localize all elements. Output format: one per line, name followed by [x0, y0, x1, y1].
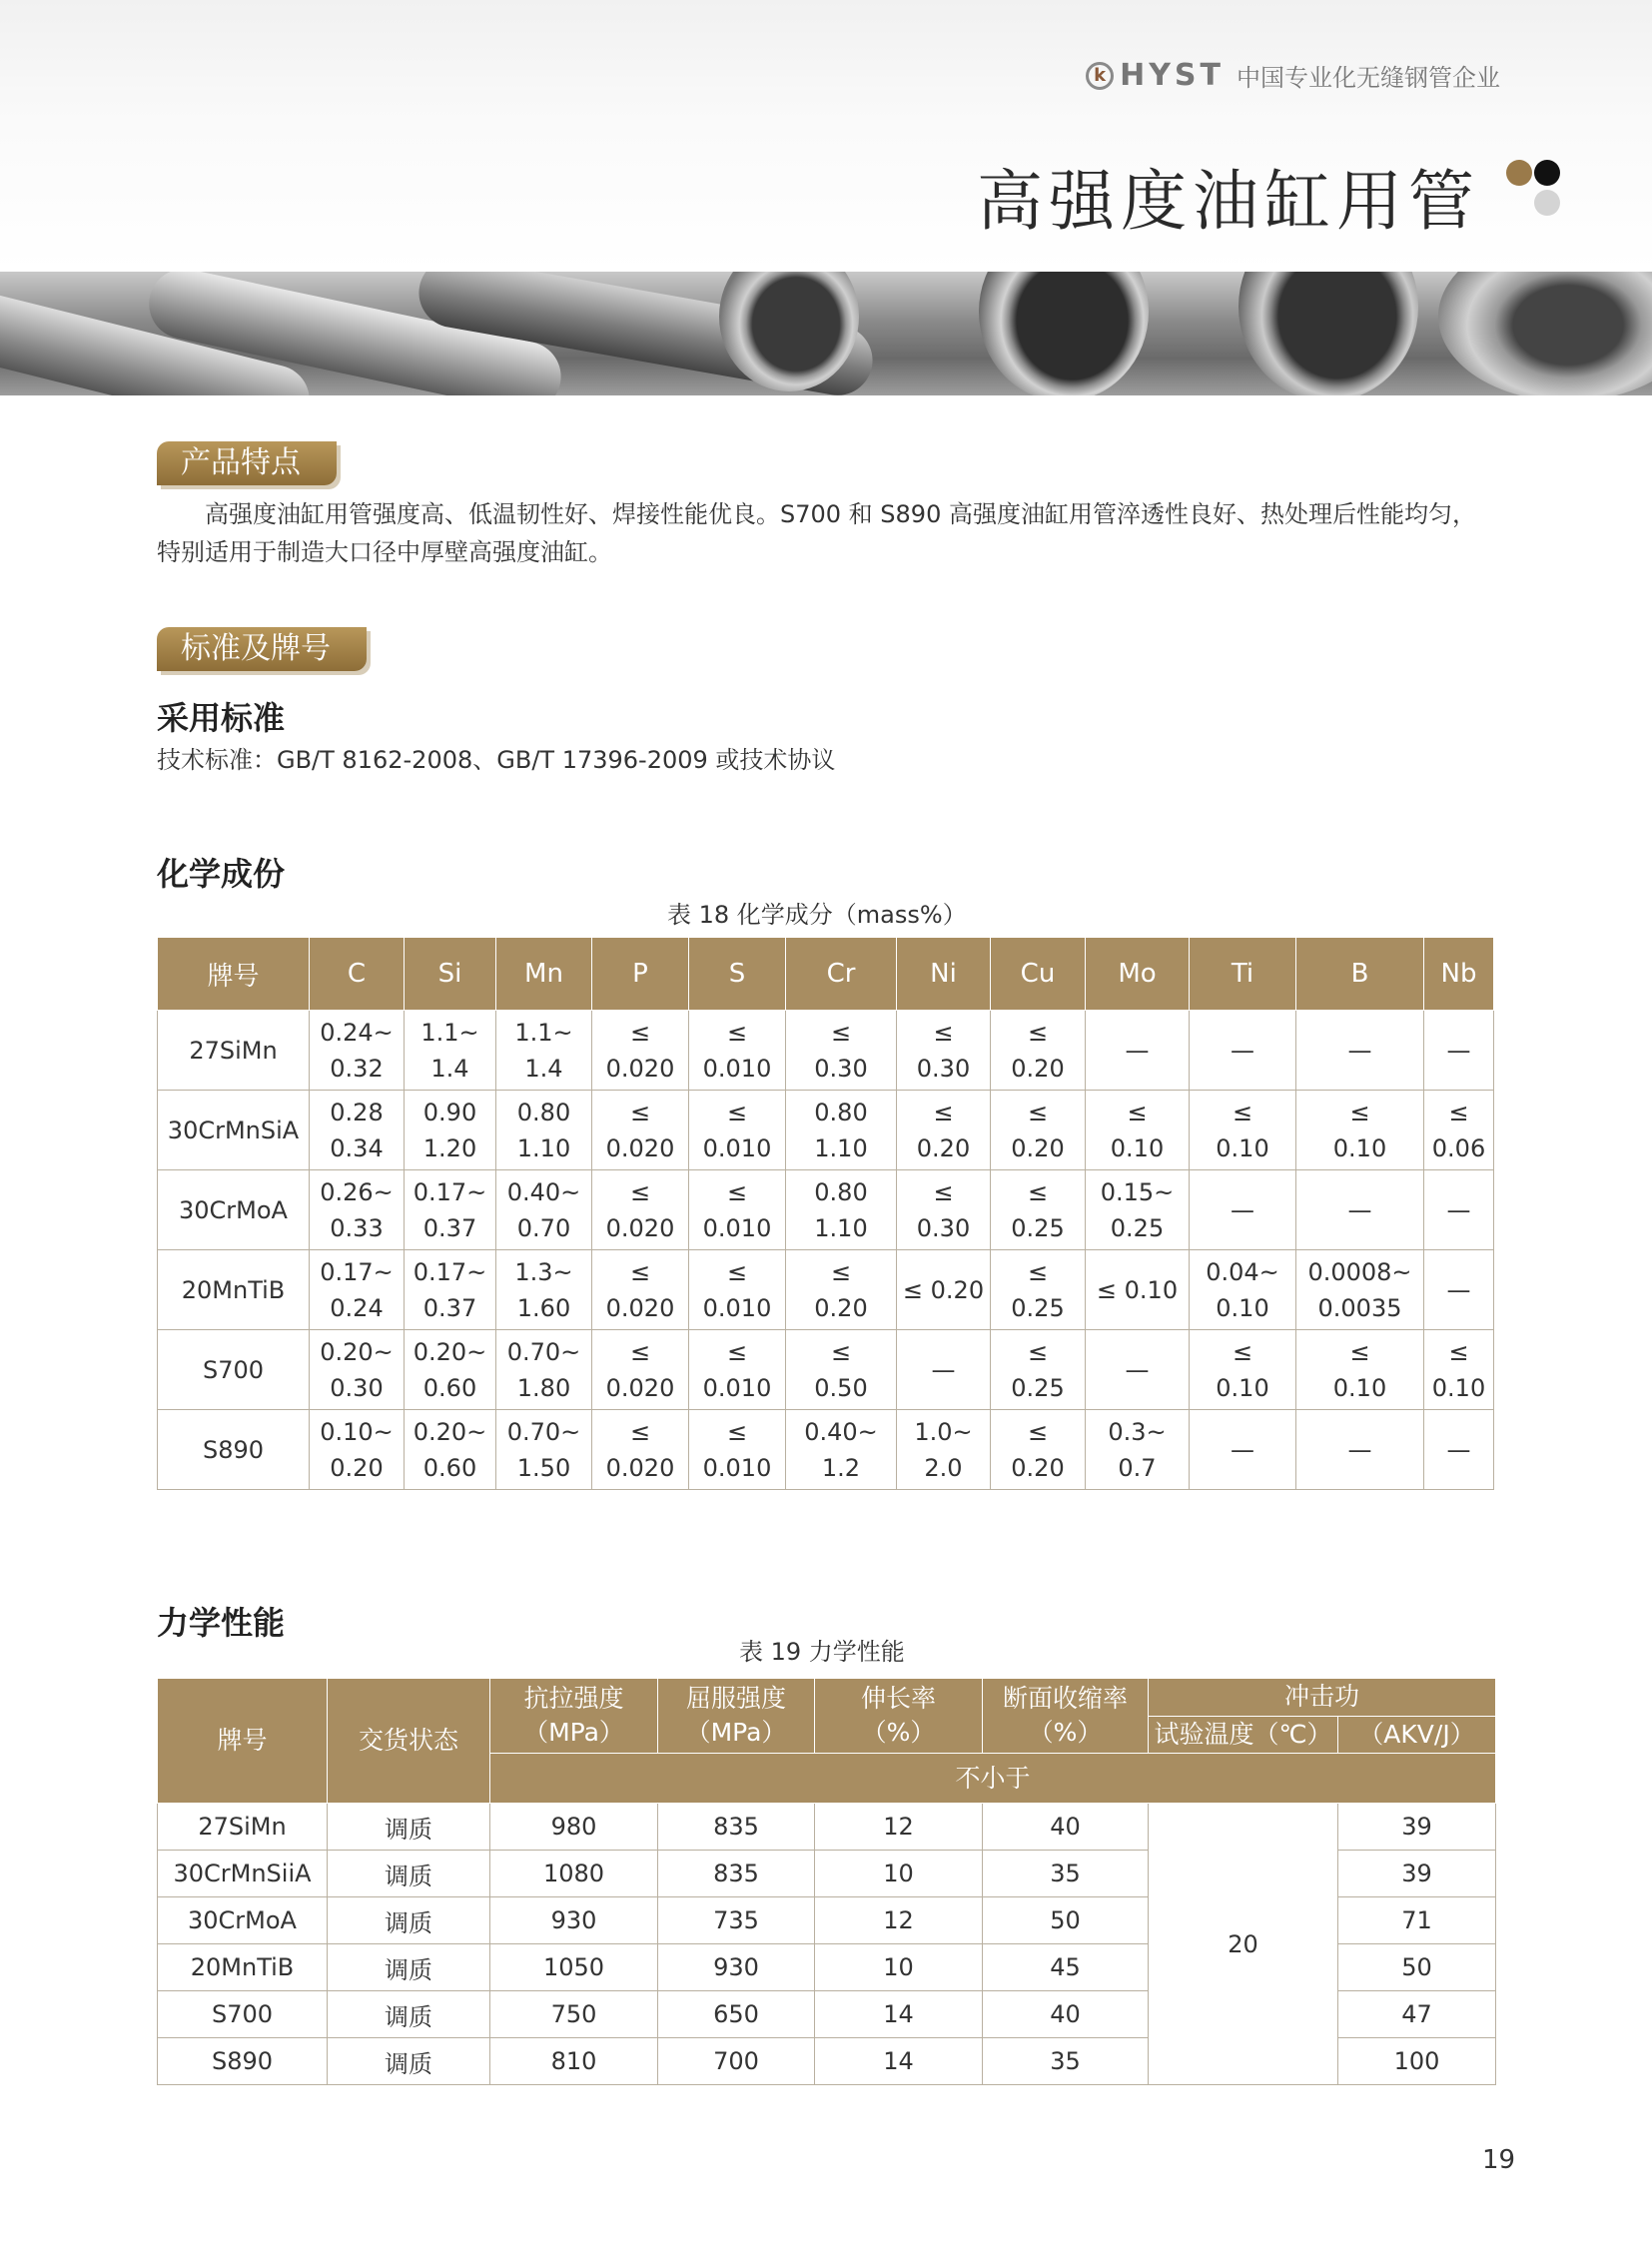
chem-value-cell: ≤ 0.010: [689, 1011, 786, 1091]
chem-value-cell: ≤ 0.020: [592, 1410, 689, 1490]
chem-value-cell: ≤ 0.25: [991, 1250, 1086, 1330]
chem-value-cell: —: [1424, 1250, 1494, 1330]
chem-value-cell: ≤ 0.010: [689, 1330, 786, 1410]
features-section-tag: 产品特点: [157, 441, 337, 485]
page-number: 19: [1482, 2145, 1516, 2175]
mech-value-cell: 835: [658, 1804, 815, 1851]
mech-akv-cell: 47: [1338, 1991, 1496, 2038]
chem-value-cell: —: [1086, 1330, 1190, 1410]
chem-value-cell: 1.3~ 1.60: [496, 1250, 592, 1330]
mech-value-cell: 10: [815, 1944, 983, 1991]
mech-value-cell: 1080: [490, 1851, 658, 1897]
chem-value-cell: —: [1190, 1410, 1296, 1490]
chem-value-cell: ≤ 0.020: [592, 1170, 689, 1250]
chem-value-cell: ≤ 0.020: [592, 1250, 689, 1330]
chem-value-cell: ≤ 0.06: [1424, 1091, 1494, 1170]
chem-value-cell: —: [1424, 1011, 1494, 1091]
mech-value-cell: 750: [490, 1991, 658, 2038]
mech-value-cell: 35: [983, 2038, 1149, 2085]
chem-table-row: [158, 1330, 1494, 1410]
chem-value-cell: —: [1190, 1170, 1296, 1250]
chem-value-cell: 0.24~ 0.32: [310, 1011, 405, 1091]
standards-heading: 采用标准: [157, 699, 286, 737]
mech-header-not-less-than: 不小于: [490, 1754, 1496, 1804]
chem-value-cell: 0.90 1.20: [405, 1091, 496, 1170]
mech-value-cell: 调质: [328, 1991, 490, 2038]
chem-value-cell: ≤ 0.20: [897, 1091, 991, 1170]
chem-value-cell: 0.04~ 0.10: [1190, 1250, 1296, 1330]
chem-header-cell: S: [689, 938, 786, 1011]
chem-grade-cell: S700: [158, 1330, 310, 1410]
chem-grade-cell: 27SiMn: [158, 1011, 310, 1091]
mech-value-cell: 50: [983, 1897, 1149, 1944]
chem-header-cell: P: [592, 938, 689, 1011]
mech-akv-cell: 50: [1338, 1944, 1496, 1991]
chem-value-cell: ≤ 0.020: [592, 1091, 689, 1170]
chem-value-cell: —: [897, 1330, 991, 1410]
chem-value-cell: ≤ 0.20: [786, 1250, 897, 1330]
chem-value-cell: 0.17~ 0.37: [405, 1250, 496, 1330]
chem-value-cell: 0.70~ 1.80: [496, 1330, 592, 1410]
mech-value-cell: 调质: [328, 1851, 490, 1897]
chem-value-cell: ≤ 0.25: [991, 1170, 1086, 1250]
chem-value-cell: 0.20~ 0.60: [405, 1330, 496, 1410]
chem-value-cell: 0.80 1.10: [786, 1091, 897, 1170]
mech-value-cell: 650: [658, 1991, 815, 2038]
mech-value-cell: 980: [490, 1804, 658, 1851]
mech-grade-cell: 20MnTiB: [158, 1944, 328, 1991]
mechanical-properties-table: [157, 1678, 1496, 2085]
chem-value-cell: ≤ 0.50: [786, 1330, 897, 1410]
standards-section-tag: 标准及牌号: [157, 627, 367, 671]
chem-value-cell: ≤ 0.10: [1190, 1091, 1296, 1170]
company-tagline: 中国专业化无缝钢管企业: [1237, 64, 1500, 92]
chem-header-cell: Ni: [897, 938, 991, 1011]
mech-header-impact: 冲击功: [1149, 1679, 1496, 1717]
mech-value-cell: 810: [490, 2038, 658, 2085]
page-title: 高强度油缸用管: [977, 163, 1480, 240]
mech-value-cell: 35: [983, 1851, 1149, 1897]
mech-value-cell: 14: [815, 2038, 983, 2085]
mech-header-elongation: 伸长率 （%）: [815, 1679, 983, 1754]
mech-heading: 力学性能: [157, 1604, 286, 1642]
standards-text: 技术标准：GB/T 8162-2008、GB/T 17396-2009 或技术协议: [157, 746, 836, 774]
mech-value-cell: 700: [658, 2038, 815, 2085]
chem-grade-cell: 20MnTiB: [158, 1250, 310, 1330]
chem-grade-cell: 30CrMoA: [158, 1170, 310, 1250]
chem-value-cell: —: [1086, 1011, 1190, 1091]
chem-table-row: [158, 1410, 1494, 1490]
steel-pipes-banner: [0, 272, 1652, 395]
chem-value-cell: 0.3~ 0.7: [1086, 1410, 1190, 1490]
features-paragraph: 高强度油缸用管强度高、低温韧性好、焊接性能优良。S700 和 S890 高强度油缸用管淬透性良好、热处理后性能均匀，特别适用于制造大口径中厚壁高强度油缸。: [157, 500, 1476, 566]
chem-value-cell: ≤ 0.20: [897, 1250, 991, 1330]
chem-header-cell: Mn: [496, 938, 592, 1011]
chem-value-cell: 0.40~ 1.2: [786, 1410, 897, 1490]
mech-grade-cell: 27SiMn: [158, 1804, 328, 1851]
mech-value-cell: 930: [658, 1944, 815, 1991]
mech-value-cell: 45: [983, 1944, 1149, 1991]
mech-value-cell: 835: [658, 1851, 815, 1897]
mech-value-cell: 930: [490, 1897, 658, 1944]
chem-value-cell: 0.17~ 0.37: [405, 1170, 496, 1250]
chem-value-cell: ≤ 0.10: [1296, 1330, 1424, 1410]
chem-header-cell: Si: [405, 938, 496, 1011]
chem-value-cell: ≤ 0.20: [991, 1091, 1086, 1170]
mech-value-cell: 12: [815, 1804, 983, 1851]
chem-value-cell: ≤ 0.10: [1086, 1091, 1190, 1170]
mech-value-cell: 调质: [328, 2038, 490, 2085]
chem-table-row: [158, 1170, 1494, 1250]
mech-value-cell: 14: [815, 1991, 983, 2038]
mech-value-cell: 调质: [328, 1944, 490, 1991]
mech-header-reduction: 断面收缩率 （%）: [983, 1679, 1149, 1754]
chem-value-cell: —: [1296, 1011, 1424, 1091]
chem-header-cell: Mo: [1086, 938, 1190, 1011]
chem-table-row: [158, 1250, 1494, 1330]
mech-header-test-temp: 试验温度（℃）: [1149, 1716, 1338, 1754]
chem-heading: 化学成份: [157, 855, 286, 893]
chem-value-cell: —: [1424, 1170, 1494, 1250]
chem-value-cell: ≤ 0.30: [897, 1170, 991, 1250]
chem-table-caption: 表 18 化学成分（mass%）: [667, 901, 967, 929]
chem-value-cell: 0.26~ 0.33: [310, 1170, 405, 1250]
mech-value-cell: 调质: [328, 1897, 490, 1944]
mech-value-cell: 735: [658, 1897, 815, 1944]
chem-table-row: [158, 1011, 1494, 1091]
brand-header: [1086, 58, 1500, 93]
chem-value-cell: 0.15~ 0.25: [1086, 1170, 1190, 1250]
mech-header-akv: （AKV/J）: [1338, 1716, 1496, 1754]
mech-grade-cell: 30CrMnSiiA: [158, 1851, 328, 1897]
mech-table-caption: 表 19 力学性能: [739, 1638, 905, 1666]
chem-value-cell: ≤ 0.10: [1190, 1330, 1296, 1410]
chem-value-cell: 0.10~ 0.20: [310, 1410, 405, 1490]
chem-value-cell: ≤ 0.20: [991, 1011, 1086, 1091]
chem-value-cell: 0.80 1.10: [496, 1091, 592, 1170]
chem-value-cell: 0.0008~ 0.0035: [1296, 1250, 1424, 1330]
mech-header-yield: 屈服强度 （MPa）: [658, 1679, 815, 1754]
mech-test-temp-cell: 20: [1149, 1804, 1338, 2085]
chem-value-cell: 0.70~ 1.50: [496, 1410, 592, 1490]
chem-header-cell: B: [1296, 938, 1424, 1011]
chem-header-cell: Nb: [1424, 938, 1494, 1011]
mech-akv-cell: 71: [1338, 1897, 1496, 1944]
chem-value-cell: 0.40~ 0.70: [496, 1170, 592, 1250]
chem-value-cell: ≤ 0.020: [592, 1011, 689, 1091]
chem-header-cell: 牌号: [158, 938, 310, 1011]
mech-value-cell: 10: [815, 1851, 983, 1897]
chem-value-cell: —: [1296, 1170, 1424, 1250]
chem-header-cell: Cu: [991, 938, 1086, 1011]
company-logo-icon: k: [1086, 62, 1114, 90]
mech-akv-cell: 39: [1338, 1804, 1496, 1851]
mech-value-cell: 40: [983, 1991, 1149, 2038]
mech-header-state: 交货状态: [328, 1679, 490, 1804]
chem-value-cell: 1.0~ 2.0: [897, 1410, 991, 1490]
mech-value-cell: 40: [983, 1804, 1149, 1851]
chem-value-cell: ≤ 0.30: [786, 1011, 897, 1091]
mech-value-cell: 12: [815, 1897, 983, 1944]
mech-header-tensile: 抗拉强度 （MPa）: [490, 1679, 658, 1754]
mech-akv-cell: 39: [1338, 1851, 1496, 1897]
chem-value-cell: 0.17~ 0.24: [310, 1250, 405, 1330]
chem-value-cell: ≤ 0.10: [1296, 1091, 1424, 1170]
chem-value-cell: 1.1~ 1.4: [496, 1011, 592, 1091]
mech-header-grade: 牌号: [158, 1679, 328, 1804]
mech-grade-cell: S890: [158, 2038, 328, 2085]
chem-value-cell: ≤ 0.25: [991, 1330, 1086, 1410]
chem-value-cell: ≤ 0.010: [689, 1091, 786, 1170]
mech-akv-cell: 100: [1338, 2038, 1496, 2085]
mech-value-cell: 调质: [328, 1804, 490, 1851]
chem-value-cell: ≤ 0.010: [689, 1410, 786, 1490]
chem-value-cell: 0.80 1.10: [786, 1170, 897, 1250]
company-logo-text: HYST: [1120, 58, 1225, 93]
chemical-composition-table: [157, 937, 1494, 1490]
chem-value-cell: 0.20~ 0.30: [310, 1330, 405, 1410]
mech-value-cell: 1050: [490, 1944, 658, 1991]
chem-value-cell: ≤ 0.10: [1086, 1250, 1190, 1330]
chem-value-cell: ≤ 0.30: [897, 1011, 991, 1091]
mech-grade-cell: S700: [158, 1991, 328, 2038]
chem-grade-cell: 30CrMnSiA: [158, 1091, 310, 1170]
chem-value-cell: —: [1190, 1011, 1296, 1091]
chem-value-cell: —: [1424, 1410, 1494, 1490]
mech-table-row: [158, 1804, 1496, 1851]
chem-value-cell: 0.20~ 0.60: [405, 1410, 496, 1490]
chem-table-row: [158, 1091, 1494, 1170]
chem-value-cell: 0.28 0.34: [310, 1091, 405, 1170]
mech-grade-cell: 30CrMoA: [158, 1897, 328, 1944]
chem-value-cell: ≤ 0.010: [689, 1250, 786, 1330]
chem-value-cell: —: [1296, 1410, 1424, 1490]
chem-grade-cell: S890: [158, 1410, 310, 1490]
chem-value-cell: ≤ 0.10: [1424, 1330, 1494, 1410]
decorative-dots-icon: [1506, 160, 1562, 224]
chem-value-cell: 1.1~ 1.4: [405, 1011, 496, 1091]
chem-header-cell: C: [310, 938, 405, 1011]
chem-header-cell: Ti: [1190, 938, 1296, 1011]
chem-value-cell: ≤ 0.020: [592, 1330, 689, 1410]
chem-header-cell: Cr: [786, 938, 897, 1011]
chem-value-cell: ≤ 0.20: [991, 1410, 1086, 1490]
chem-value-cell: ≤ 0.010: [689, 1170, 786, 1250]
